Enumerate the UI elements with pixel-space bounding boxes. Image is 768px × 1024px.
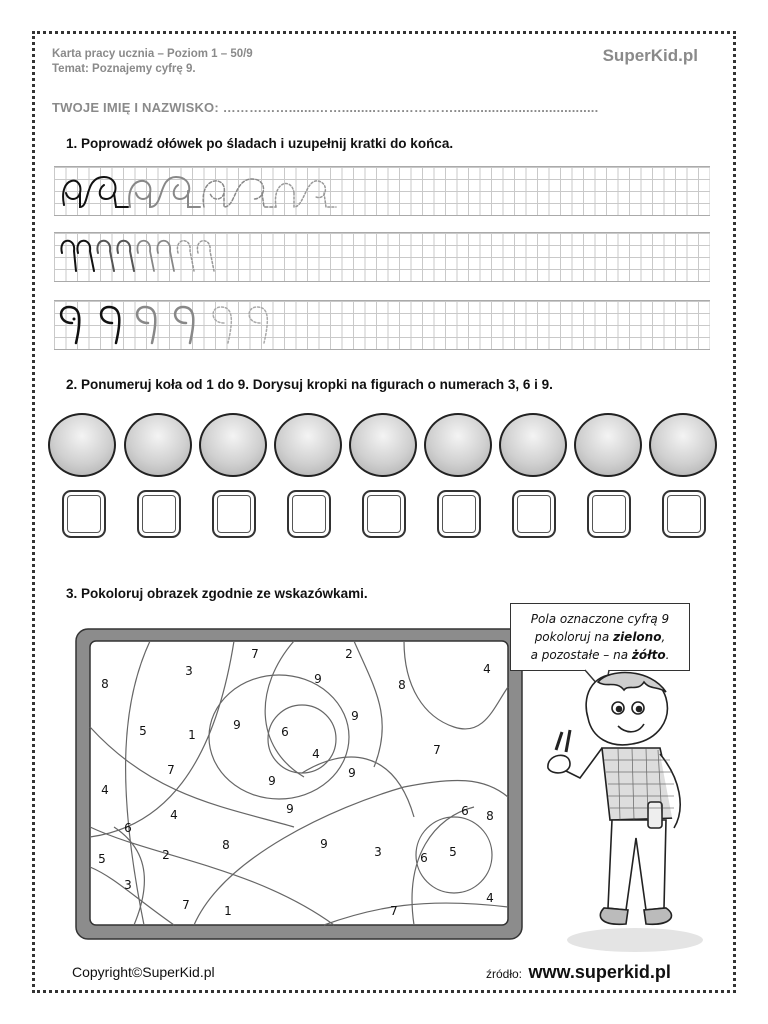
number-box-2[interactable] xyxy=(137,490,181,538)
circle-9[interactable] xyxy=(649,413,717,477)
circle-7[interactable] xyxy=(499,413,567,477)
bubble-text: pokoloruj na xyxy=(534,630,614,644)
region-number: 4 xyxy=(170,808,178,822)
task2-title: 2. Ponumeruj koła od 1 do 9. Dorysuj kropki na figurach o numerach 3, 6 i 9. xyxy=(66,377,553,392)
boy-illustration xyxy=(540,668,720,958)
circle-5[interactable] xyxy=(349,413,417,477)
region-number: 8 xyxy=(486,809,494,823)
worksheet-level: Karta pracy ucznia – Poziom 1 – 50/9 xyxy=(52,48,253,60)
region-number: 6 xyxy=(124,821,132,835)
source-link[interactable]: www.superkid.pl xyxy=(528,962,671,982)
region-number: 9 xyxy=(233,718,241,732)
bubble-line-1: Pola oznaczone cyfrą 9 xyxy=(530,612,670,626)
region-number: 2 xyxy=(162,848,170,862)
region-number: 7 xyxy=(182,898,190,912)
tracing-row-3 xyxy=(54,300,710,350)
number-box-3[interactable] xyxy=(212,490,256,538)
region-number: 8 xyxy=(398,678,406,692)
bubble-text: . xyxy=(665,648,670,662)
region-number: 3 xyxy=(185,664,193,678)
color-yellow-word: żółto xyxy=(631,648,666,662)
region-number: 5 xyxy=(139,724,147,738)
source-credit xyxy=(486,962,671,983)
region-number: 8 xyxy=(101,677,109,691)
circles-row xyxy=(48,413,720,481)
circle-4[interactable] xyxy=(274,413,342,477)
region-number: 9 xyxy=(314,672,322,686)
number-box-9[interactable] xyxy=(662,490,706,538)
circle-6[interactable] xyxy=(424,413,492,477)
region-number: 9 xyxy=(351,709,359,723)
number-box-8[interactable] xyxy=(587,490,631,538)
region-number: 6 xyxy=(461,804,469,818)
task1-title: 1. Poprowadź ołówek po śladach i uzupełnij kratki do końca. xyxy=(66,136,454,151)
region-number: 4 xyxy=(312,747,320,761)
speech-bubble xyxy=(510,603,690,671)
region-number: 2 xyxy=(345,647,353,661)
number-box-4[interactable] xyxy=(287,490,331,538)
region-number: 7 xyxy=(167,763,175,777)
region-number: 9 xyxy=(268,774,276,788)
student-name-field: TWOJE IMIĘ I NAZWISKO: …………….......…….........…...…………...................................... xyxy=(52,100,599,115)
cursive-nine-traces-2 xyxy=(54,233,254,281)
region-number: 4 xyxy=(101,783,109,797)
bubble-text: a pozostałe – na xyxy=(530,648,632,662)
region-number: 1 xyxy=(188,728,196,742)
region-number: 7 xyxy=(251,647,259,661)
tracing-row-2 xyxy=(54,232,710,282)
worksheet-header xyxy=(52,47,253,77)
bubble-text: , xyxy=(661,630,666,644)
cursive-nine-traces-1 xyxy=(54,167,354,215)
task3-title: 3. Pokoloruj obrazek zgodnie ze wskazówkami. xyxy=(66,586,368,601)
source-label: źródło: xyxy=(486,967,523,981)
number-box-7[interactable] xyxy=(512,490,556,538)
brand-logo: SuperKid.pl xyxy=(602,46,698,65)
region-number: 9 xyxy=(286,802,294,816)
region-number: 3 xyxy=(124,878,132,892)
copyright-text: Copyright©SuperKid.pl xyxy=(72,964,215,980)
number-boxes-row xyxy=(62,490,722,542)
region-number: 6 xyxy=(420,851,428,865)
color-by-number-picture xyxy=(74,627,524,941)
region-number: 4 xyxy=(486,891,494,905)
region-number: 7 xyxy=(433,743,441,757)
region-number: 8 xyxy=(222,838,230,852)
color-green-word: zielono xyxy=(613,630,662,644)
number-box-6[interactable] xyxy=(437,490,481,538)
circle-2[interactable] xyxy=(124,413,192,477)
print-nine-traces xyxy=(54,301,314,349)
number-box-1[interactable] xyxy=(62,490,106,538)
worksheet-topic: Temat: Poznajemy cyfrę 9. xyxy=(52,63,196,75)
bubble-line-2 xyxy=(511,628,689,646)
region-number: 7 xyxy=(390,904,398,918)
region-number: 9 xyxy=(348,766,356,780)
region-number: 4 xyxy=(483,662,491,676)
circle-8[interactable] xyxy=(574,413,642,477)
picture-canvas xyxy=(90,641,508,925)
region-number: 6 xyxy=(281,725,289,739)
region-number: 9 xyxy=(320,837,328,851)
region-number: 1 xyxy=(224,904,232,918)
region-number: 5 xyxy=(449,845,457,859)
region-number: 3 xyxy=(374,845,382,859)
circle-3[interactable] xyxy=(199,413,267,477)
tracing-row-1 xyxy=(54,166,710,216)
bubble-line-3 xyxy=(511,646,689,664)
region-number: 5 xyxy=(98,852,106,866)
circle-1[interactable] xyxy=(48,413,116,477)
number-box-5[interactable] xyxy=(362,490,406,538)
